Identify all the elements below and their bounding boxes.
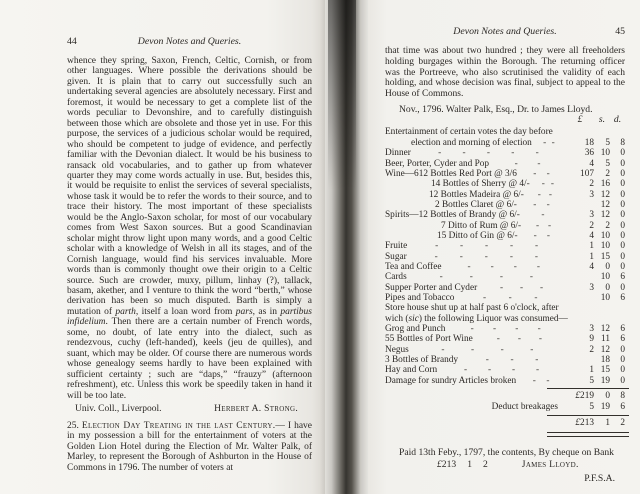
bill-row [385, 252, 625, 262]
text-segment: — I have in my possession a bill for the entertainment of voters at the Golden Lion Hotel during the Election of Mr. Walter Palk, of Marley, to represent the Borough of Ashburton in the House of Commons in 1796. The number of voters at [67, 420, 313, 473]
bill-row [385, 376, 625, 386]
paid-signature: James Lloyd. [521, 459, 579, 471]
leader-dashes: - - - - - [438, 148, 539, 159]
bill-item-label: Cards [385, 272, 407, 283]
amount-shillings: 5 [605, 137, 610, 148]
amount-shillings: 5 [605, 158, 610, 169]
amount-pence: 0 [620, 241, 625, 252]
amount-pounds: 2 [589, 179, 594, 190]
bill-item-label: 15 Ditto of Gin @ 6/- [437, 230, 518, 241]
gross-total-row [385, 391, 625, 402]
amount-pence: 0 [620, 199, 625, 210]
leader-dashes: - - [514, 158, 541, 169]
bill-item-label: Sugar [385, 251, 407, 262]
amount-pounds: 1 [589, 365, 594, 376]
bill-table [385, 127, 625, 386]
amount-pence: 0 [620, 375, 625, 386]
bill-item-label: 3 Bottles of Brandy [385, 355, 459, 366]
bill-item-label: 14 Bottles of Sherry @ 4/- [431, 179, 530, 190]
text-segment: , as in [252, 306, 281, 317]
bill-item-label: Negus [385, 344, 409, 355]
right-running-title: Devon Notes and Queries. [453, 26, 557, 37]
amount-pounds: 1 [589, 251, 594, 262]
text-segment: wich ( [385, 313, 409, 324]
amount-pence: 0 [620, 210, 625, 221]
right-page [368, 0, 640, 494]
bill-note-line [385, 314, 625, 324]
amount-pence: 0 [620, 282, 625, 293]
leader-dashes: - - [541, 179, 554, 190]
amount-pence: 0 [620, 365, 625, 376]
bill-row [385, 169, 625, 179]
amount-pounds: 2 [589, 220, 594, 231]
amount-shillings: 18 [600, 355, 610, 366]
attribution-row [67, 404, 312, 414]
amount-pounds: 3 [589, 189, 594, 200]
bill-row [385, 355, 625, 365]
leader-dashes: - - - - [470, 324, 541, 335]
bill-row [385, 324, 625, 334]
amount-pence: 0 [620, 355, 625, 366]
bill-row [385, 334, 625, 344]
leader-dashes: - - [533, 230, 550, 241]
amount-pence: 6 [620, 324, 625, 335]
bill-note-line: Store house shut up at half past 6 o'clock, after [385, 303, 559, 314]
left-running-title: Devon Notes and Queries. [137, 36, 242, 47]
amount-pence: 0 [620, 168, 625, 179]
bill-row [385, 200, 625, 210]
amount-pounds: 4 [589, 158, 594, 169]
bill-heading: Nov., 1796. Walter Palk, Esq., Dr. to James Lloyd. [399, 103, 593, 115]
leader-dashes: - - - [485, 355, 539, 366]
bill-row [385, 159, 625, 169]
text-segment: ) the following Liquor was consumed— [418, 313, 568, 324]
postscript: P.F.S.A. [584, 473, 615, 485]
total-rule [547, 388, 629, 389]
amount-pence: 6 [620, 292, 625, 303]
amount-shillings: 15 [600, 365, 610, 376]
amount-shillings: 15 [600, 251, 610, 262]
gross-pence: 8 [620, 391, 625, 402]
amount-pounds: 18 [584, 137, 594, 148]
net-pounds: £213 [575, 418, 594, 429]
amount-pounds: 5 [589, 375, 594, 386]
amount-pounds: 9 [589, 334, 594, 345]
double-rule [547, 432, 629, 437]
leader-dashes: - - - - [467, 261, 540, 272]
gross-shillings: 0 [605, 391, 610, 402]
leader-dashes: - - - - [464, 365, 540, 376]
amount-pence: 0 [620, 158, 625, 169]
amount-shillings: 10 [600, 230, 610, 241]
bill-item-label: Fruite [385, 241, 408, 252]
leader-dashes: - - - - [441, 344, 534, 355]
text-segment: partibus infidelium [67, 306, 312, 328]
amount-pence: 0 [620, 261, 625, 272]
leader-dashes: - - [533, 168, 550, 179]
amount-shillings: 2 [605, 168, 610, 179]
bill-item-label: Pipes and Tobacco [385, 292, 455, 303]
totals-block [385, 388, 625, 437]
net-rule [547, 415, 629, 416]
amount-pence: 0 [620, 251, 625, 262]
deduct-pounds: 5 [589, 402, 594, 413]
right-page-header [385, 26, 625, 37]
attribution-author: Herbert A. Strong. [214, 403, 298, 414]
leader-dashes: - - - - - [434, 251, 539, 262]
bill-item-label: Damage for sundry Articles broken [385, 375, 517, 386]
deduct-shillings: 19 [600, 402, 610, 413]
bill-item-label: election and morning of election [411, 137, 532, 148]
paid-amount-shillings: 1 [467, 459, 472, 471]
text-segment: Election Day Treating in the last Century. [81, 420, 276, 431]
text-segment: 25. [67, 420, 82, 431]
bill-row [385, 241, 625, 251]
bill-item-label: Beer, Porter, Cyder and Pop [385, 158, 490, 169]
amount-pence: 0 [620, 148, 625, 159]
bill-item-label: Hay and Corn [385, 365, 438, 376]
amount-pence: 0 [620, 230, 625, 241]
amount-pence: 8 [620, 137, 625, 148]
bill-row: Entertainment of certain votes the day before [385, 127, 553, 138]
net-total-row [385, 418, 625, 429]
paid-block [385, 447, 625, 484]
bill-item-label: 2 Bottles Claret @ 6/- [435, 199, 517, 210]
leader-dashes: - - [537, 189, 552, 200]
text-segment: , itself a loan word from [135, 306, 236, 317]
text-segment: pars [235, 306, 253, 317]
deduct-row [385, 402, 625, 413]
amount-pounds: 107 [580, 168, 594, 179]
amount-shillings: 12 [600, 324, 610, 335]
amount-pence: 0 [620, 344, 625, 355]
bill-row [385, 283, 625, 293]
amount-shillings: 0 [605, 282, 610, 293]
bill-row [385, 293, 625, 303]
amount-shillings: 2 [605, 220, 610, 231]
leader-dashes: - - [532, 375, 550, 386]
amount-shillings: 16 [600, 179, 610, 190]
paid-amount-row [385, 459, 625, 470]
paid-line: Paid 13th Feby., 1797, the contents, By cheque on Bank [399, 447, 614, 459]
leader-dashes: - [541, 210, 545, 221]
attribution-place: Univ. Coll., Liverpool. [75, 403, 162, 414]
amount-pence: 6 [620, 272, 625, 283]
net-pence: 2 [620, 418, 625, 429]
amount-shillings: 12 [600, 189, 610, 200]
leader-dashes: - - [533, 199, 550, 210]
leader-dashes: - - - [482, 292, 538, 303]
amount-shillings: 10 [600, 241, 610, 252]
amount-pounds: 3 [589, 324, 594, 335]
currency-shillings-label: s. [598, 113, 606, 125]
bill-item-label: Dinner [385, 148, 411, 159]
bill-row [385, 179, 625, 189]
amount-pence: 0 [620, 179, 625, 190]
currency-header [385, 115, 625, 126]
leader-dashes: - - [536, 220, 552, 231]
bill-row [385, 345, 625, 355]
amount-shillings: 12 [600, 344, 610, 355]
bill-item-label: 7 Ditto of Rum @ 6/- [441, 220, 522, 231]
bill-item-label: Wine—612 Bottles Red Port @ 3/6 [385, 168, 517, 179]
amount-shillings: 10 [600, 272, 610, 283]
bill-row [385, 148, 625, 158]
amount-pounds: 3 [589, 282, 594, 293]
text-segment: parth [115, 306, 136, 317]
amount-pence: 0 [620, 220, 625, 231]
amount-shillings: 12 [600, 210, 610, 221]
text-segment: whence they spring, Saxon, French, Celtic, Cornish, or from other languages. Where possible the derivations should be given. It is plain that to carry out successfully such an undertaking several agencies are absolutely necessary. First and foremost, it would be necessary to get a complete list of the words peculiar to Devonshire, and to carefully distinguish between those which are obsolete and those yet in use. For this purpose, the services of a judicious scholar would be required, who should be competent to judge of evidence, and perfectly familiar with the Devonian dialect. It would be his business to ransack old vocabularies, and to gather up from whatever quarter they may come words actually in use. But, besides this, it would be requisite to enlist the services of several specialists, whose task it would be to refer the words to their source, and to trace their history. The most important of these specialists would be the Anglo-Saxon scholar, for most of our vocabulary comes from West Saxon sources. But a good Scandinavian scholar might throw light upon many words, and a good Celtic scholar with a knowledge of Welsh in all its stages, and of the Cornish language, would find his services invaluable. More words than is commonly thought owe their origin to a Celtic source. Such are crowder, muxy, pillum, linhay (?), tallack, basam, akether, and I venture to think the word “berth,” whose derivation has been so much disputed. Barth is simply a mutation of [67, 56, 312, 317]
bill-row [385, 138, 625, 148]
amount-pounds: 4 [589, 230, 594, 241]
paid-amount-pounds: £213 [437, 459, 457, 471]
currency-pence-label: d. [613, 113, 622, 125]
leader-dashes: - - [543, 137, 555, 148]
left-page-number: 44 [67, 36, 77, 47]
leader-dashes: - - - [500, 282, 544, 293]
leader-dashes: - - - - - [435, 241, 539, 252]
amount-pounds: 1 [589, 241, 594, 252]
bill-item-label: 55 Bottles of Port Wine [385, 334, 473, 345]
amount-pounds: 3 [589, 210, 594, 221]
bill-row [385, 190, 625, 200]
text-segment: sic [408, 313, 419, 324]
left-body-paragraph [67, 56, 312, 401]
bill-item-label: Tea and Coffee [385, 261, 442, 272]
amount-shillings: 12 [600, 199, 610, 210]
bill-row [385, 365, 625, 375]
right-body-paragraph: that time was about two hundred ; they were all freeholders holding burgages within the Borough. The returning officer was the Portreeve, who also scrutinised the validity of each holding, and whose decision was final, subject to appeal to the House of Commons. [385, 46, 625, 100]
deduct-label: Deduct breakages [491, 402, 558, 413]
amount-pounds: 36 [584, 148, 594, 159]
bill-row [385, 210, 625, 220]
bill-row [385, 262, 625, 272]
amount-pence: 6 [620, 334, 625, 345]
amount-shillings: 11 [601, 334, 610, 345]
amount-shillings: 0 [605, 261, 610, 272]
leader-dashes: - - - - [439, 272, 534, 283]
text-segment: . Then there are a certain number of French words, some, no doubt, of late entry into the dialect, such as rendezvous, cuchy (left-handed), keels (jeu de quilles), and suant, which may be older. Of course there are numerous words whose genealogy seems hardly to have been explained with sufficient certainty ; such are “daps,” “frauzy” (afternoon refreshment), etc. Unless this work be speedily taken in hand it will be too late. [67, 317, 312, 401]
paid-amount-pence: 2 [482, 459, 488, 471]
amount-pounds: 2 [589, 344, 594, 355]
gross-pounds: £219 [575, 391, 594, 402]
leader-dashes: - - - [496, 334, 543, 345]
amount-shillings: 10 [600, 148, 610, 159]
section-paragraph [67, 421, 312, 473]
amount-pounds: 4 [589, 261, 594, 272]
net-shillings: 1 [605, 418, 610, 429]
amount-shillings: 10 [600, 292, 610, 303]
deduct-pence: 6 [620, 402, 625, 413]
bill-item-label: Supper Porter and Cyder [385, 282, 478, 293]
bill-row [385, 231, 625, 241]
amount-pence: 0 [620, 189, 625, 200]
bill-item-label: Spirits—12 Bottles of Brandy @ 6/- [385, 210, 520, 221]
bill-item-label: Grog and Punch [385, 324, 446, 335]
bill-row [385, 272, 625, 282]
amount-shillings: 19 [600, 375, 610, 386]
bill-row [385, 221, 625, 231]
currency-pounds-label: £ [577, 113, 583, 125]
left-page-header [67, 36, 312, 47]
right-page-number: 45 [615, 26, 625, 37]
bill-item-label: 12 Bottles Madeira @ 6/- [429, 189, 524, 200]
book-gutter-shadow [320, 0, 372, 494]
